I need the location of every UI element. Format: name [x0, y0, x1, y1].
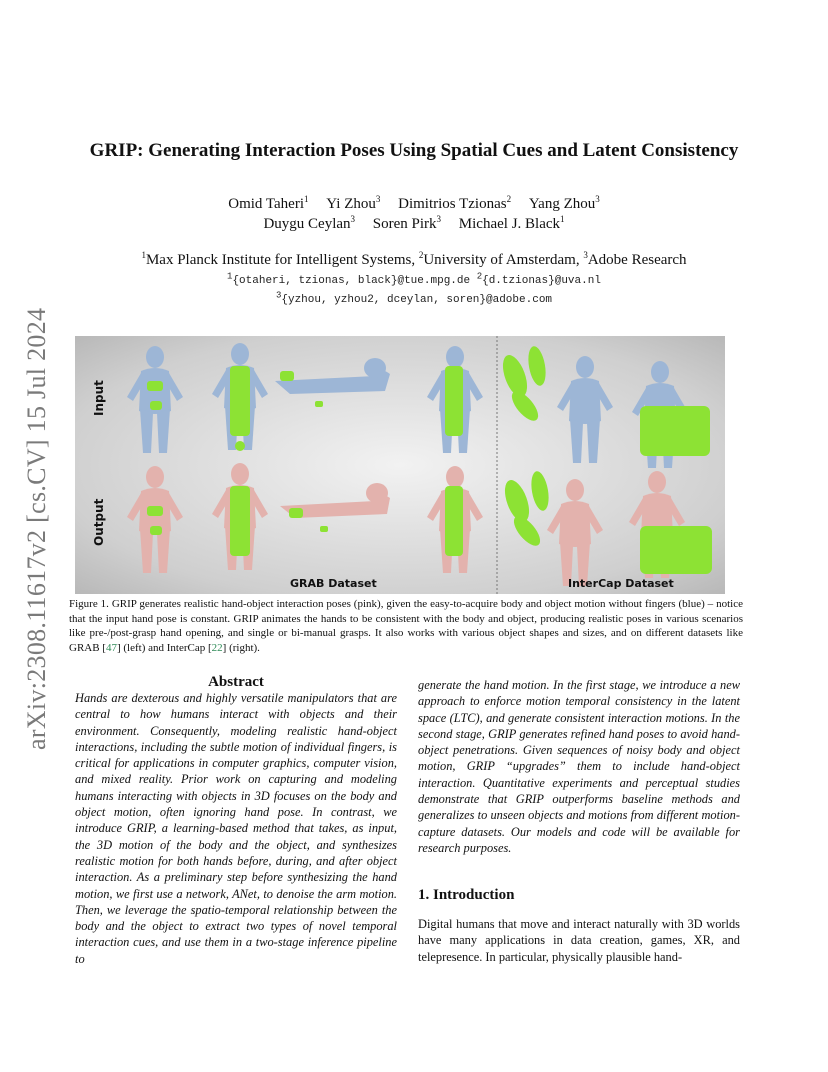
arxiv-stamp: arXiv:2308.11617v2 [cs.CV] 15 Jul 2024 [22, 307, 51, 750]
row-label-output: Output [92, 498, 106, 546]
figure-caption: Figure 1. GRIP generates realistic hand-object interaction poses (pink), given the easy-to-acquire body and object motion without fingers (blue) – notice that the input hand pose is constant. GRIP animates the hands to be consistent with the body and object, producing realistic poses in various scenarios like pre-/post-grasp hand opening, and single or bi-manual grasps. It also works with various object shapes and sizes, and on different datasets like GRAB [47] (left) and InterCap [22] (right). [69, 598, 743, 654]
author: Duygu Ceylan$^3$ [263, 214, 356, 232]
email-link[interactable]: {d.tzionas}@uva.nl [482, 275, 601, 287]
paper-title: GRIP: Generating Interaction Poses Using Spatial Cues and Latent Consistency [89, 140, 739, 161]
output-row-figures [127, 463, 685, 586]
abstract-left-column: Hands are dexterous and highly versatile manipulators that are central to how humans interact with objects and their environment. Consequently, modeling realistic hand-object interactions, including the subtle motion of individual fingers, is critical for applications in computer graphics, computer vision, and mixed reality. Prior work on capturing and modeling humans interacting with objects in 3D focuses on the body and object motion, often ignoring hand pose. In contrast, we introduce GRIP, a learning-based method that takes, as input, the 3D motion of the body and the object, and synthesizes realistic motion for both hands before, during, and after object interaction. As a preliminary step before synthesizing the hand motion, we first use a network, ANet, to denoise the arm motion. Then, we leverage the spatio-temporal relationship between the body and the object to extract two types of novel temporal interaction cues, and use them in a two-stage inference pipeline to [75, 691, 397, 966]
input-row-figures [127, 343, 688, 468]
author: Michael J. Black$^1$ [458, 214, 565, 232]
citation-link[interactable]: 47 [105, 641, 117, 654]
email-link[interactable]: {otaheri, tzionas, black}@tue.mpg.de [232, 275, 477, 287]
citation-link[interactable]: 22 [211, 641, 223, 654]
dataset-label-intercap: InterCap Dataset [568, 577, 674, 590]
teaser-figure [75, 336, 725, 594]
author: Soren Pirk$^3$ [372, 214, 442, 232]
authors-line-1 [0, 194, 828, 214]
introduction-text: Digital humans that move and interact naturally with 3D worlds have many applications in data creation, games, XR, and telepresence. In particular, physically plausible hand- [418, 917, 740, 964]
author: Omid Taheri$^1$ [228, 194, 309, 212]
author: Dimitrios Tzionas$^2$ [398, 194, 512, 212]
dataset-label-grab: GRAB Dataset [290, 577, 377, 590]
abstract-heading: Abstract [208, 674, 264, 690]
affiliations: $^1$Max Planck Institute for Intelligent Systems, $^2$University of Amsterdam, $^3$Adobe Research [141, 250, 687, 268]
emails-line-1: $^1${otaheri, tzionas, black}@tue.mpg.de $^2${d.tzionas}@uva.nl [227, 271, 601, 287]
author: Yi Zhou$^3$ [326, 194, 381, 212]
authors-line-2 [0, 214, 828, 234]
emails-line-2: $^3${yzhou, yzhou2, dceylan, soren}@adobe.com [275, 290, 553, 306]
introduction-heading: 1. Introduction [418, 887, 515, 903]
row-label-input: Input [92, 380, 106, 416]
author: Yang Zhou$^3$ [528, 194, 600, 212]
figure-illustration [75, 336, 725, 594]
authors [0, 194, 828, 234]
abstract-right-column: generate the hand motion. In the first stage, we introduce a new approach to enforce motion temporal consistency in the latent space (LTC), and generate consistent interaction motions. In the second stage, GRIP generates refined hand poses to avoid hand-object penetrations. Given sequences of noisy body and object motion, GRIP “upgrades” them to include hand-object interaction. Quantitative experiments and perceptual studies demonstrate that GRIP outperforms baseline methods and generalizes to unseen objects and motions from different motion-capture datasets. Our models and code will be available for research purposes. [418, 678, 740, 855]
email-link[interactable]: {yzhou, yzhou2, dceylan, soren}@adobe.com [281, 294, 553, 306]
